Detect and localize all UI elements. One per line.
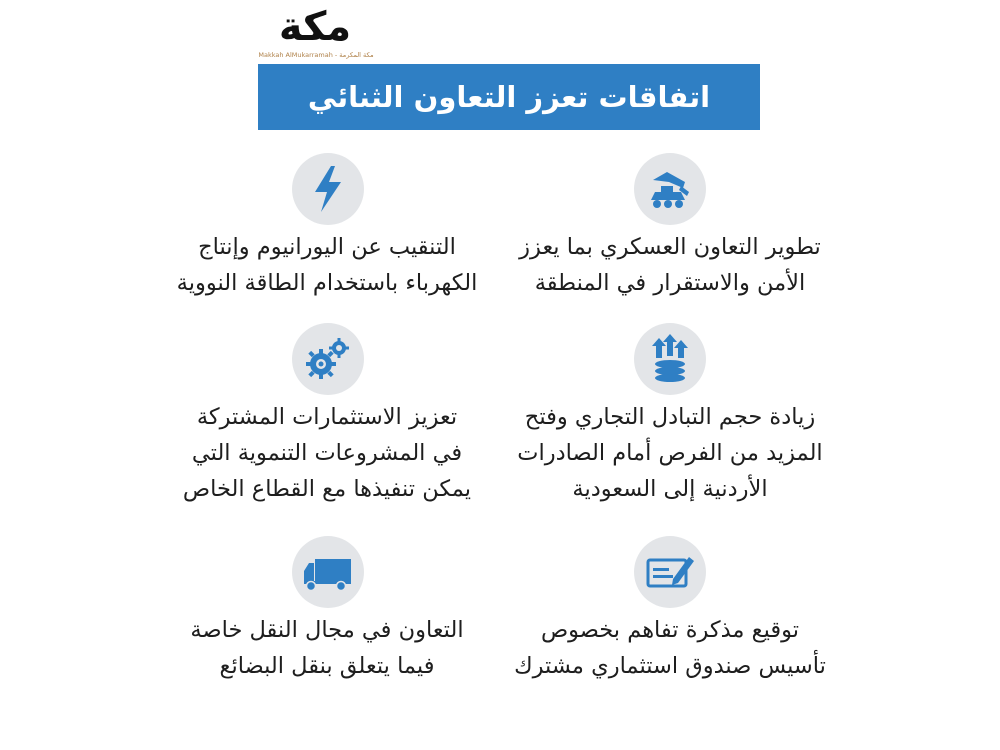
agreement-text-transport (157, 612, 497, 684)
page-title: اتفاقات تعزز التعاون الثنائي (307, 80, 711, 114)
agreement-text-military (500, 229, 840, 301)
text-line: تأسيس صندوق استثماري مشترك (514, 653, 826, 679)
text-line: الأمن والاستقرار في المنطقة (534, 270, 806, 296)
text-line: في المشروعات التنموية التي (191, 440, 463, 466)
agreement-text-nuclear (157, 229, 497, 301)
gears-icon (292, 323, 364, 395)
text-line: يمكن تنفيذها مع القطاع الخاص (182, 476, 472, 502)
text-line: زيادة حجم التبادل التجاري وفتح (524, 404, 816, 430)
signed-document-icon (634, 536, 706, 608)
logo (255, 4, 375, 64)
text-line: فيما يتعلق بنقل البضائع (219, 653, 435, 679)
text-line: تعزيز الاستثمارات المشتركة (196, 404, 458, 430)
text-line: الأردنية إلى السعودية (572, 476, 768, 502)
agreement-text-trade (500, 399, 840, 507)
logo-wordmark: مكة (278, 4, 352, 50)
text-line: الكهرباء باستخدام الطاقة النووية (176, 270, 478, 296)
text-line: التنقيب عن اليورانيوم وإنتاج (198, 234, 456, 260)
military-vehicle-icon (634, 153, 706, 225)
trade-growth-icon (634, 323, 706, 395)
agreement-text-investments (157, 399, 497, 507)
text-line: تطوير التعاون العسكري بما يعزز (519, 234, 821, 260)
title-banner (258, 64, 760, 130)
truck-icon (292, 536, 364, 608)
logo-subtitle: Makkah AlMukarramah - مكة المكرمة (258, 51, 374, 59)
text-line: توقيع مذكرة تفاهم بخصوص (540, 617, 800, 643)
text-line: المزيد من الفرص أمام الصادرات (517, 440, 823, 466)
agreement-text-mou (500, 612, 840, 684)
lightning-icon (292, 153, 364, 225)
text-line: التعاون في مجال النقل خاصة (190, 617, 464, 643)
